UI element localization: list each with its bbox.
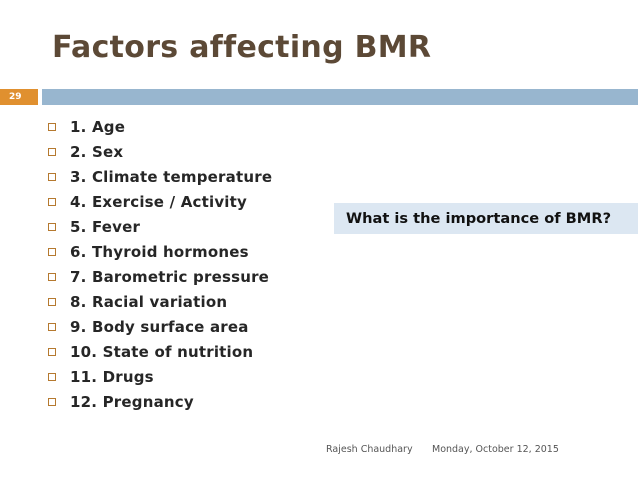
list-item-text: 7. Barometric pressure — [70, 267, 270, 286]
list-item-text: 5. Fever — [70, 217, 141, 236]
list-item-text: 2. Sex — [70, 142, 124, 161]
square-bullet-icon — [48, 298, 56, 306]
list-item — [48, 389, 272, 414]
list-item-text: 3. Climate temperature — [70, 167, 273, 186]
list-item — [48, 364, 272, 389]
footer-date: Monday, October 12, 2015 — [432, 444, 559, 455]
square-bullet-icon — [48, 148, 56, 156]
square-bullet-icon — [48, 123, 56, 131]
list-item — [48, 114, 272, 139]
list-item-text: 11. Drugs — [70, 367, 154, 386]
list-item-text: 1. Age — [70, 117, 126, 136]
list-item — [48, 214, 272, 239]
title-accent-bar — [42, 89, 638, 105]
square-bullet-icon — [48, 273, 56, 281]
question-callout: What is the importance of BMR? — [334, 203, 638, 234]
list-item-text: 12. Pregnancy — [70, 392, 194, 411]
list-item-text: 4. Exercise / Activity — [70, 192, 247, 211]
square-bullet-icon — [48, 398, 56, 406]
square-bullet-icon — [48, 248, 56, 256]
square-bullet-icon — [48, 198, 56, 206]
slide-number: 29 — [0, 89, 38, 105]
list-item-text: 9. Body surface area — [70, 317, 249, 336]
slide-title: Factors affecting BMR — [52, 30, 432, 65]
square-bullet-icon — [48, 173, 56, 181]
list-item — [48, 189, 272, 214]
list-item-text: 8. Racial variation — [70, 292, 228, 311]
list-item — [48, 264, 272, 289]
list-item-text: 6. Thyroid hormones — [70, 242, 249, 261]
list-item — [48, 314, 272, 339]
factor-list — [48, 114, 272, 414]
square-bullet-icon — [48, 348, 56, 356]
square-bullet-icon — [48, 223, 56, 231]
list-item — [48, 289, 272, 314]
list-item — [48, 164, 272, 189]
square-bullet-icon — [48, 323, 56, 331]
list-item — [48, 339, 272, 364]
list-item — [48, 139, 272, 164]
footer-author: Rajesh Chaudhary — [326, 444, 413, 455]
list-item-text: 10. State of nutrition — [70, 342, 254, 361]
square-bullet-icon — [48, 373, 56, 381]
list-item — [48, 239, 272, 264]
